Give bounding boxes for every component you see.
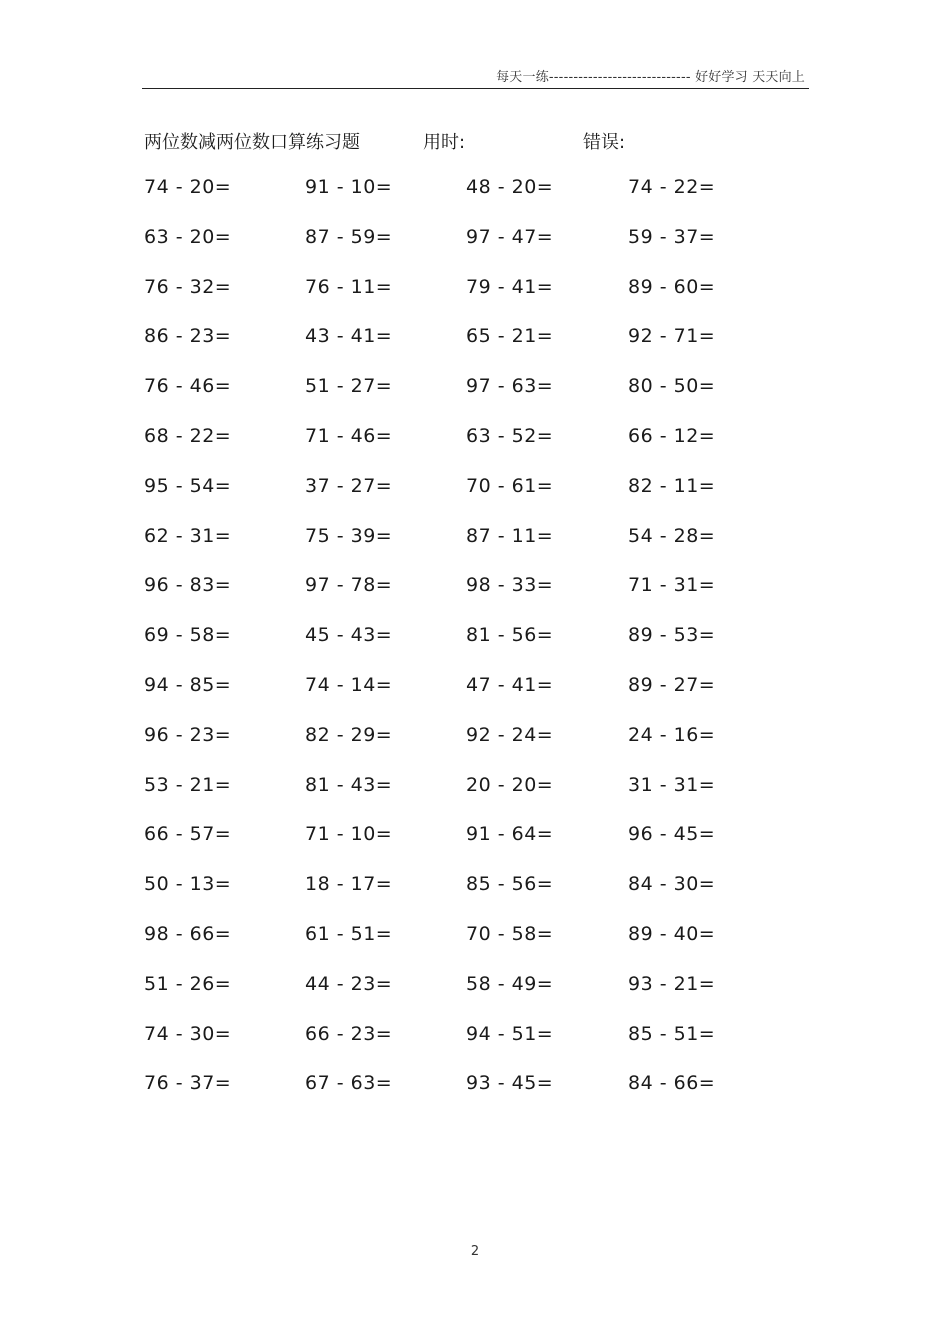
problem-row bbox=[144, 375, 824, 425]
problem-item: 31 - 31= bbox=[628, 773, 716, 796]
problem-item: 71 - 31= bbox=[628, 574, 716, 597]
problem-item: 66 - 57= bbox=[144, 823, 232, 846]
problem-item: 89 - 40= bbox=[628, 922, 716, 945]
problem-item: 82 - 11= bbox=[628, 474, 716, 497]
problem-row bbox=[144, 1072, 824, 1122]
problem-item: 98 - 66= bbox=[144, 922, 232, 945]
problem-item: 76 - 37= bbox=[144, 1072, 232, 1095]
problem-item: 95 - 54= bbox=[144, 474, 232, 497]
problem-item: 80 - 50= bbox=[628, 375, 716, 398]
problem-item: 24 - 16= bbox=[628, 723, 716, 746]
problem-item: 96 - 23= bbox=[144, 723, 232, 746]
problem-item: 74 - 30= bbox=[144, 1022, 232, 1045]
problem-item: 43 - 41= bbox=[305, 325, 393, 348]
problem-row bbox=[144, 624, 824, 674]
problem-item: 70 - 58= bbox=[466, 922, 554, 945]
problem-row bbox=[144, 425, 824, 475]
problem-item: 54 - 28= bbox=[628, 524, 716, 547]
worksheet-title-row bbox=[144, 128, 804, 158]
problem-row bbox=[144, 525, 824, 575]
problem-row bbox=[144, 823, 824, 873]
problem-row bbox=[144, 674, 824, 724]
problem-item: 69 - 58= bbox=[144, 624, 232, 647]
problem-item: 66 - 12= bbox=[628, 424, 716, 447]
problem-item: 62 - 31= bbox=[144, 524, 232, 547]
worksheet-title: 两位数减两位数口算练习题 bbox=[144, 132, 360, 153]
problem-item: 79 - 41= bbox=[466, 275, 554, 298]
problem-row bbox=[144, 226, 824, 276]
problem-item: 91 - 64= bbox=[466, 823, 554, 846]
time-label: 用时: bbox=[423, 132, 466, 153]
problem-item: 74 - 14= bbox=[305, 673, 393, 696]
problem-item: 85 - 56= bbox=[466, 873, 554, 896]
problem-item: 58 - 49= bbox=[466, 972, 554, 995]
problem-row bbox=[144, 973, 824, 1023]
problem-item: 65 - 21= bbox=[466, 325, 554, 348]
problem-item: 91 - 10= bbox=[305, 176, 393, 198]
problem-item: 37 - 27= bbox=[305, 474, 393, 497]
problem-item: 93 - 21= bbox=[628, 972, 716, 995]
problem-item: 89 - 53= bbox=[628, 624, 716, 647]
problem-item: 76 - 46= bbox=[144, 375, 232, 398]
problem-row bbox=[144, 176, 824, 226]
problem-item: 45 - 43= bbox=[305, 624, 393, 647]
problem-item: 82 - 29= bbox=[305, 723, 393, 746]
problem-item: 51 - 27= bbox=[305, 375, 393, 398]
problem-item: 66 - 23= bbox=[305, 1022, 393, 1045]
problem-item: 86 - 23= bbox=[144, 325, 232, 348]
problem-item: 85 - 51= bbox=[628, 1022, 716, 1045]
header-text: 每天一练----------------------------- 好好学习 天天向上 bbox=[496, 70, 805, 85]
problem-item: 67 - 63= bbox=[305, 1072, 393, 1095]
problem-item: 71 - 10= bbox=[305, 823, 393, 846]
page-header bbox=[142, 64, 809, 89]
problem-item: 94 - 51= bbox=[466, 1022, 554, 1045]
problem-row bbox=[144, 276, 824, 326]
problem-item: 87 - 11= bbox=[466, 524, 554, 547]
problem-item: 87 - 59= bbox=[305, 225, 393, 248]
problem-item: 20 - 20= bbox=[466, 773, 554, 796]
problem-item: 84 - 30= bbox=[628, 873, 716, 896]
problem-item: 70 - 61= bbox=[466, 474, 554, 497]
problem-item: 76 - 11= bbox=[305, 275, 393, 298]
problem-row bbox=[144, 873, 824, 923]
problem-item: 96 - 45= bbox=[628, 823, 716, 846]
problem-item: 76 - 32= bbox=[144, 275, 232, 298]
problem-item: 71 - 46= bbox=[305, 424, 393, 447]
problem-row bbox=[144, 574, 824, 624]
problem-row bbox=[144, 923, 824, 973]
problem-grid bbox=[144, 176, 824, 1122]
problem-row bbox=[144, 724, 824, 774]
problem-item: 92 - 24= bbox=[466, 723, 554, 746]
problem-item: 84 - 66= bbox=[628, 1072, 716, 1095]
problem-item: 48 - 20= bbox=[466, 176, 554, 198]
problem-item: 92 - 71= bbox=[628, 325, 716, 348]
problem-item: 96 - 83= bbox=[144, 574, 232, 597]
errors-label: 错误: bbox=[583, 132, 626, 153]
problem-item: 59 - 37= bbox=[628, 225, 716, 248]
problem-item: 63 - 20= bbox=[144, 225, 232, 248]
problem-item: 81 - 43= bbox=[305, 773, 393, 796]
page-number: 2 bbox=[470, 1244, 480, 1259]
problem-item: 63 - 52= bbox=[466, 424, 554, 447]
problem-item: 61 - 51= bbox=[305, 922, 393, 945]
problem-item: 93 - 45= bbox=[466, 1072, 554, 1095]
problem-item: 97 - 78= bbox=[305, 574, 393, 597]
problem-row bbox=[144, 475, 824, 525]
problem-row bbox=[144, 1023, 824, 1073]
problem-item: 53 - 21= bbox=[144, 773, 232, 796]
problem-item: 89 - 27= bbox=[628, 673, 716, 696]
problem-item: 74 - 22= bbox=[628, 176, 716, 198]
problem-item: 44 - 23= bbox=[305, 972, 393, 995]
problem-item: 89 - 60= bbox=[628, 275, 716, 298]
problem-item: 97 - 63= bbox=[466, 375, 554, 398]
problem-item: 74 - 20= bbox=[144, 176, 232, 198]
problem-item: 75 - 39= bbox=[305, 524, 393, 547]
problem-item: 68 - 22= bbox=[144, 424, 232, 447]
problem-item: 51 - 26= bbox=[144, 972, 232, 995]
problem-item: 94 - 85= bbox=[144, 673, 232, 696]
problem-row bbox=[144, 325, 824, 375]
problem-item: 81 - 56= bbox=[466, 624, 554, 647]
problem-item: 97 - 47= bbox=[466, 225, 554, 248]
problem-row bbox=[144, 774, 824, 824]
problem-item: 18 - 17= bbox=[305, 873, 393, 896]
problem-item: 47 - 41= bbox=[466, 673, 554, 696]
problem-item: 98 - 33= bbox=[466, 574, 554, 597]
problem-item: 50 - 13= bbox=[144, 873, 232, 896]
